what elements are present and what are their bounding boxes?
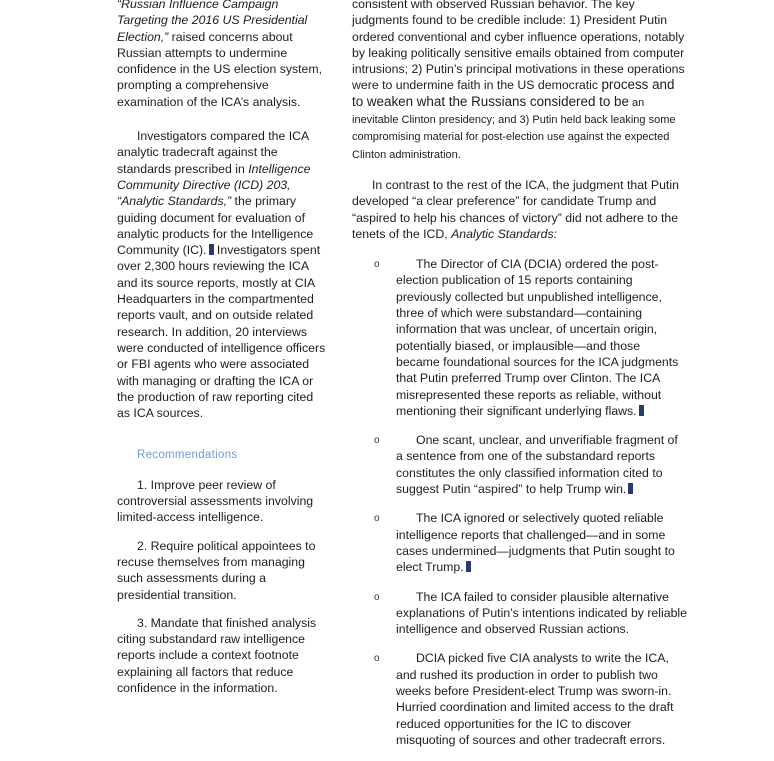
bullet-marker: o bbox=[374, 591, 380, 603]
recommendations-heading: Recommendations bbox=[137, 449, 238, 462]
left-column bbox=[117, 0, 329, 708]
analytic-standards-title: Analytic Standards: bbox=[451, 226, 558, 241]
finding-text bbox=[396, 510, 687, 575]
credible-text-1: consistent with observed Russian behavior. The key judgments found to be credible include: 1) President Putin ordered conventional and cyber influence operations, notably by leaking politically sensitive emails obtained from computer intrusions; 2) Putin’s principal motivations in these operations were to undermine faith in the US democratic bbox=[352, 0, 685, 93]
redaction-mark bbox=[628, 483, 633, 494]
bullet-marker: o bbox=[374, 259, 380, 271]
finding-item bbox=[352, 432, 687, 497]
recommendation-item: 3. Mandate that finished analysis citing substandard raw intelligence reports include a context footnote explaining all factors that reduce confidence in the information. bbox=[117, 615, 317, 695]
finding-item bbox=[352, 650, 687, 748]
finding-text bbox=[396, 650, 687, 748]
investigators-text-2: the primary guiding document for evaluation of analytic products for the Intelligence Community (IC). bbox=[117, 194, 314, 258]
finding-text-content: DCIA picked five CIA analysts to write the ICA, and rushed its production in order to publish two weeks before President-elect Trump was sworn-in. Hurried coordination and limited access to the draft reduced opportunities for the IC to discover misquoting of sources and other tradecraft errors. bbox=[396, 651, 674, 747]
finding-text-content: One scant, unclear, and unverifiable fragment of a sentence from one of the substandard reports constitutes the only classified information cited to suggest Putin “aspired” to help Trump win. bbox=[396, 433, 678, 497]
credible-text-3: an inevitable Clinton presidency; bbox=[352, 96, 645, 127]
recommendations-list bbox=[117, 477, 329, 697]
redaction-mark bbox=[639, 405, 644, 416]
intro-text: raised concerns about Russian attempts to undermine confidence in the US election system, prompting a comprehensive examination of the ICA’s analysis. bbox=[117, 29, 323, 109]
finding-item bbox=[352, 256, 687, 419]
investigators-text-1: Investigators compared the ICA analytic tradecraft against the standards prescribed in bbox=[117, 129, 309, 176]
right-column bbox=[352, 0, 687, 761]
finding-item bbox=[352, 589, 687, 638]
ica-title: “Russian Influence Campaign Targeting the 2016 US Presidential Election,” bbox=[117, 0, 308, 44]
finding-text-content: The Director of CIA (DCIA) ordered the post-election publication of 15 reports containing previously collected but unpublished intelligence, three of which were substandard—containing information that was unclear, of uncertain origin, potentially biased, or implausible—and those became foundational sources for the ICA judgments that Putin preferred Trump over Clinton. The ICA misrepresented these reports as reliable, without mentioning their significant underlying flaws. bbox=[396, 257, 679, 418]
icd-title: Intelligence Community Directive (ICD) 203, “Analytic Standards,” bbox=[117, 161, 311, 209]
finding-text-content: The ICA ignored or selectively quoted reliable intelligence reports that challenged—and in some cases undermined—judgments that Putin sought to elect Trump. bbox=[396, 511, 675, 575]
finding-item bbox=[352, 510, 687, 575]
contrast-text: In contrast to the rest of the ICA, the judgment that Putin developed “a clear preference” for candidate Trump and “aspired to help his chances of victory” did not adhere to the tenets of the ICD, bbox=[352, 177, 679, 241]
redaction-mark bbox=[466, 561, 471, 572]
credible-text-4: and 3) Putin held back leaking some compromising material for post-election use against the expected Clinton administration. bbox=[352, 114, 676, 161]
finding-text bbox=[396, 432, 687, 497]
findings-list bbox=[352, 256, 687, 748]
recommendation-item: 2. Require political appointees to recuse themselves from managing such assessments during a presidential transition. bbox=[117, 538, 316, 602]
bullet-marker: o bbox=[374, 513, 380, 525]
recommendation-item: 1. Improve peer review of controversial assessments involving limited-access intelligence. bbox=[117, 477, 314, 525]
bullet-marker: o bbox=[374, 435, 380, 447]
finding-text bbox=[396, 589, 687, 638]
bullet-marker: o bbox=[374, 653, 380, 665]
intro-paragraph bbox=[117, 0, 329, 110]
credible-judgments-paragraph bbox=[352, 0, 687, 163]
contrast-paragraph bbox=[352, 177, 687, 242]
investigators-text-3: Investigators spent over 2,300 hours reviewing the ICA and its source reports, mostly at CIA Headquarters in the compartmented reports vault, and on outside related research. In addition, 20 interviews were conducted of intelligence officers or FBI agents who were associated with managing or drafting the ICA or the production of raw reporting cited as ICA sources. bbox=[117, 243, 326, 421]
finding-text bbox=[396, 256, 687, 419]
finding-text-content: The ICA failed to consider plausible alternative explanations of Putin’s intentions indicated by reliable intelligence and observed Russian actions. bbox=[396, 589, 687, 637]
credible-text-2: process and to weaken what the Russians considered to be bbox=[352, 77, 675, 109]
investigators-paragraph bbox=[117, 128, 329, 421]
